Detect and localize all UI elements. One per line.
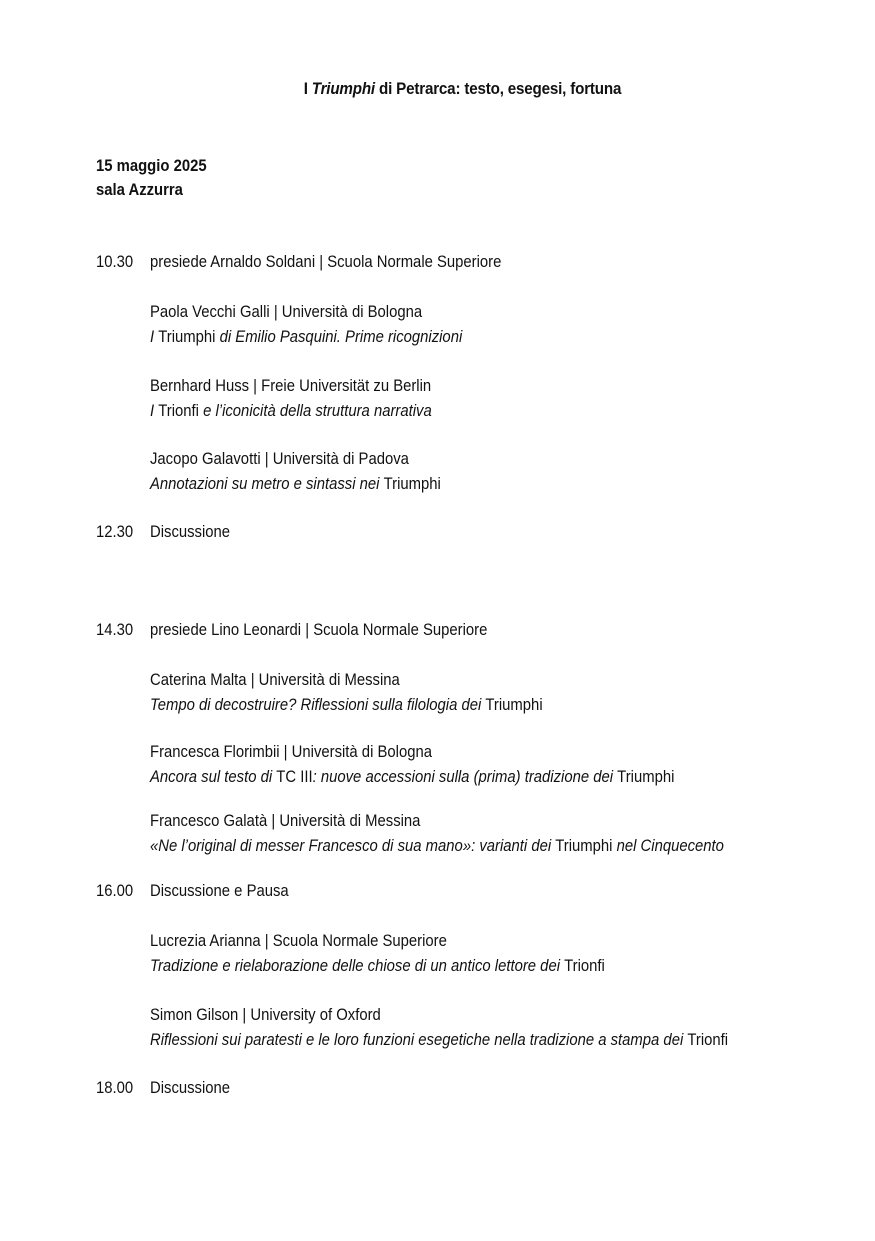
event-room: sala Azzurra	[96, 181, 183, 199]
title-segment-roman: Trionfi	[687, 1030, 729, 1049]
talk-speaker: Bernhard Huss | Freie Universität zu Berlin	[150, 377, 432, 395]
event-date: 15 maggio 2025	[96, 157, 207, 175]
session-row	[96, 523, 230, 542]
session-time: 18.00	[96, 1079, 134, 1097]
session-time: 14.30	[96, 621, 134, 639]
title-suffix: di Petrarca: testo, esegesi, fortuna	[374, 80, 622, 98]
talk-title	[150, 834, 724, 859]
title-prefix: I	[303, 80, 312, 98]
title-segment-italic: Annotazioni su metro e sintassi nei	[150, 474, 384, 493]
talk-entry	[150, 740, 674, 789]
talk-title	[150, 399, 432, 424]
talk-title	[150, 325, 462, 350]
session-time: 16.00	[96, 882, 134, 900]
session-row	[96, 253, 501, 272]
session-time: 12.30	[96, 523, 134, 541]
title-work: Triumphi	[311, 80, 375, 98]
talk-title	[150, 472, 441, 497]
title-segment-roman: Triumphi	[555, 836, 613, 855]
title-segment-italic: nel Cinquecento	[612, 836, 724, 855]
talk-entry	[150, 300, 462, 349]
title-segment-italic: Tradizione e rielaborazione delle chiose di un antico lettore dei	[150, 956, 565, 975]
talk-speaker: Caterina Malta | Università di Messina	[150, 671, 400, 689]
title-segment-roman: Triumphi	[617, 767, 675, 786]
title-segment-italic: Tempo di decostruire? Riflessioni sulla filologia dei	[150, 695, 486, 714]
talk-speaker: Francesca Florimbii | Università di Bologna	[150, 743, 432, 761]
title-segment-roman: Trionfi	[564, 956, 605, 975]
talk-entry	[150, 668, 543, 717]
title-segment-italic: di Emilio Pasquini. Prime ricognizioni	[215, 327, 463, 346]
talk-title	[150, 954, 605, 979]
talk-title	[150, 1028, 728, 1053]
talk-speaker: Paola Vecchi Galli | Università di Bologna	[150, 303, 423, 321]
session-chair: Discussione e Pausa	[150, 882, 289, 900]
date-block	[96, 154, 207, 202]
title-segment-italic: I	[150, 401, 159, 420]
title-segment-roman: Trionfi	[158, 401, 199, 420]
session-row	[96, 882, 289, 901]
talk-speaker: Francesco Galatà | Università di Messina	[150, 812, 421, 830]
talk-title	[150, 765, 674, 790]
talk-entry	[150, 374, 432, 423]
title-segment-roman: Triumphi	[158, 327, 216, 346]
title-segment-roman: Triumphi	[383, 474, 441, 493]
session-chair: presiede Arnaldo Soldani | Scuola Normale Superiore	[150, 253, 502, 271]
title-segment-italic: I	[150, 327, 159, 346]
session-chair: Discussione	[150, 1079, 231, 1097]
page-title	[37, 80, 875, 99]
session-row	[96, 621, 487, 640]
talk-speaker: Lucrezia Arianna | Scuola Normale Superiore	[150, 932, 447, 950]
talk-entry	[150, 929, 605, 978]
session-chair: Discussione	[150, 523, 231, 541]
title-segment-italic: e l’iconicità della struttura narrativa	[198, 401, 432, 420]
talk-speaker: Simon Gilson | University of Oxford	[150, 1006, 381, 1024]
title-segment-italic: : nuove accessioni sulla (prima) tradizione dei	[312, 767, 618, 786]
session-row	[96, 1079, 230, 1098]
title-segment-italic: «Ne l’original di messer Francesco di sua mano»: varianti dei	[150, 836, 556, 855]
session-chair: presiede Lino Leonardi | Scuola Normale Superiore	[150, 621, 488, 639]
talk-speaker: Jacopo Galavotti | Università di Padova	[150, 450, 409, 468]
talk-entry	[150, 1003, 728, 1052]
session-time: 10.30	[96, 253, 134, 271]
title-segment-italic: Riflessioni sui paratesti e le loro funzioni esegetiche nella tradizione a stampa dei	[150, 1030, 688, 1049]
talk-entry	[150, 447, 441, 496]
title-segment-italic: Ancora sul testo di	[150, 767, 277, 786]
talk-title	[150, 693, 543, 718]
title-segment-roman: Triumphi	[485, 695, 543, 714]
title-segment-roman: TC III	[276, 767, 313, 786]
talk-entry	[150, 809, 724, 858]
